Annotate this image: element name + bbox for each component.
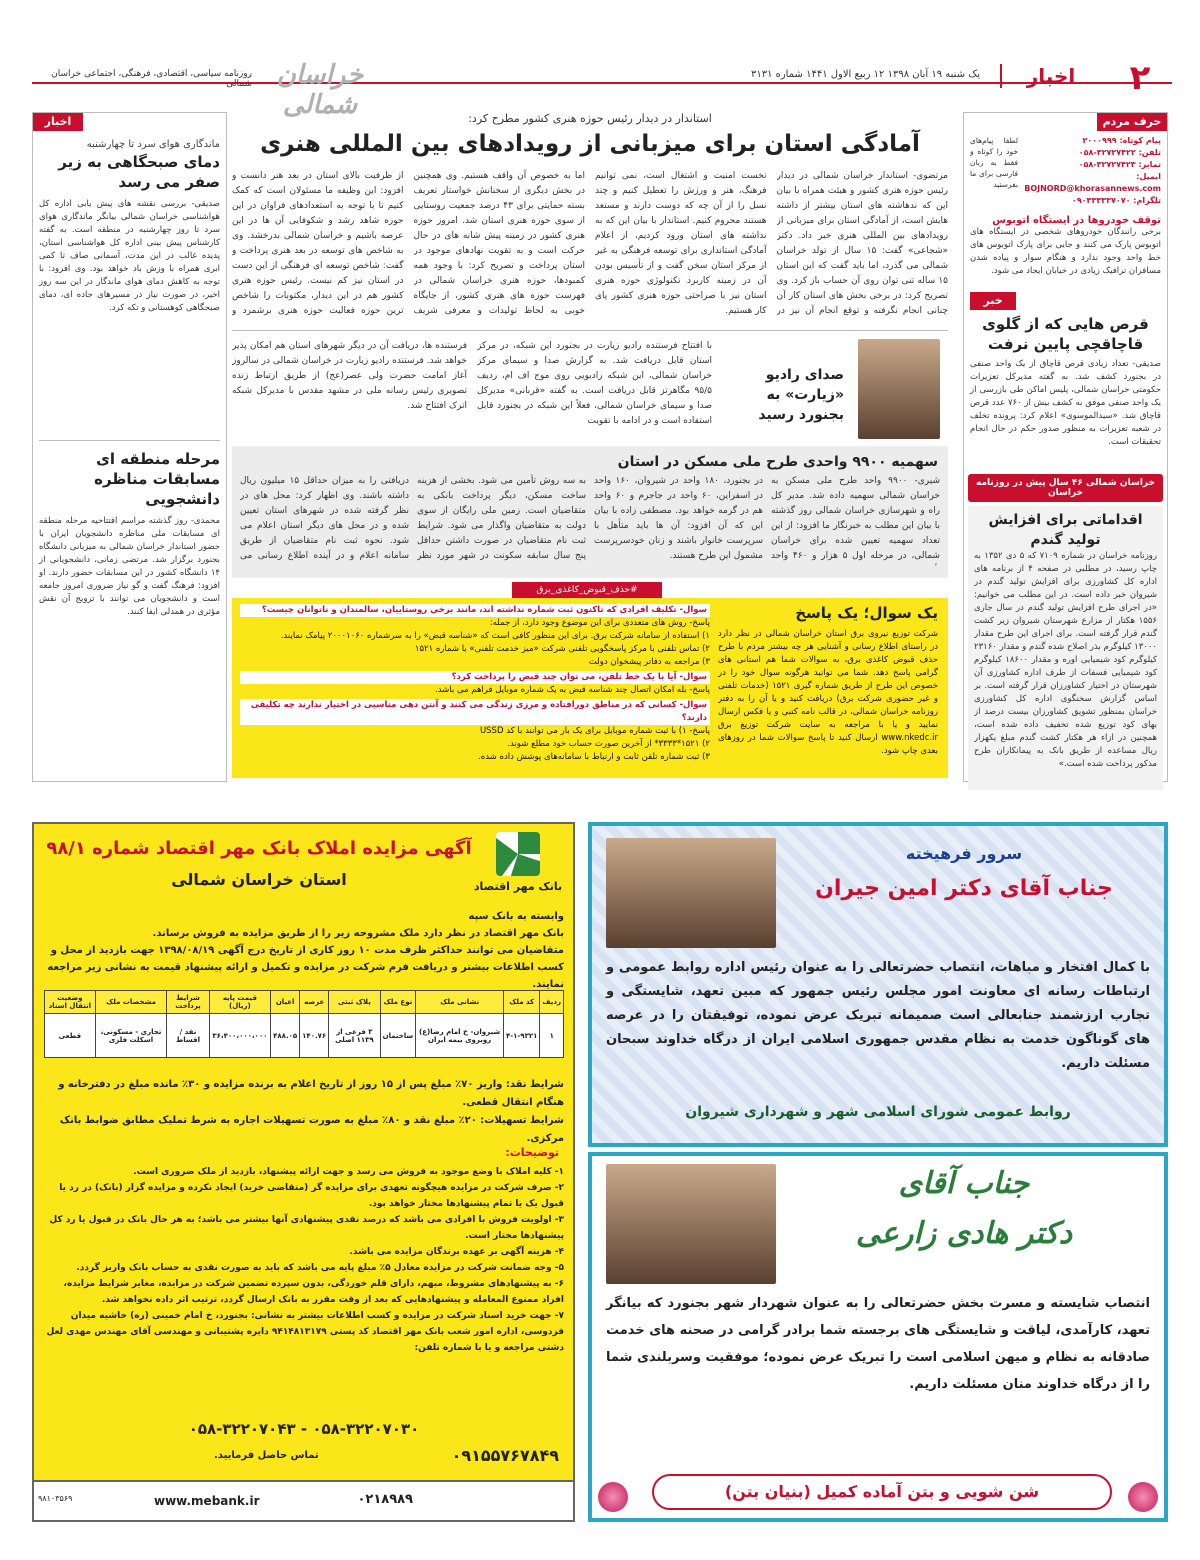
table-header-cell: نوع ملک	[380, 991, 416, 1014]
lead-col-4: از ظرفیت بالای استان در بعد هنر دانست و افزود: این وظیفه ما مسئولان است که کمک کنیم تا با توجه به استعدادهای فراوان در این حوزه شاهد رشد و شکوفایی آن ها در این عرصه باشیم و خراسان شمالی بدرخشد. وی به شاخص های توسعه در بعد هنری پرداخت و گفت: شاخص توسعه ای فرهنگی از این دست در استان نیز کم نیست. رئیس حوزه هنری کشور هم در این دیدار، مکتوبات را شاخص ترین حوزه فعالیت حوزه هنری برشمرد و	[232, 171, 404, 316]
bank-callcenter: ۰۲۱۸۹۸۹	[357, 1492, 413, 1507]
pill-title: قرص هایی که از گلوی قاچاقچی پایین نرفت	[982, 315, 1149, 353]
bank-phones: ۰۵۸-۳۲۲۰۷۰۳۰ - ۰۵۸-۳۲۲۰۷۰۴۳	[188, 1420, 420, 1438]
left-news-tag: اخبار	[33, 113, 83, 131]
cold-title: دمای صبحگاهی به زیر صفر می رسد	[58, 153, 220, 191]
lead-col-1: مرتضوی- استاندار خراسان شمالی در دیدار رئیس حوزه هنری کشور و هیئت همراه با بیان این که ندهاشته های استان بیشتر از داشته هایش است، از آمادگی استان برای میزبانی از رویدادهای بین المللی هنری خبر داد. دکتر «شجاعی» گفت: ۱۵ سال از تولد خراسان شمالی می گذرد، اما باید گفت که این استان ۱۵ ساله تنی توان روی آن حساب باز کرد. وی تصریح کرد: در برخی بخش های استان کار آن چنانی انجام نگرفته و توقع انجام آن نیز در	[776, 171, 948, 316]
table-header-cell: قیمت پایه (ریال)	[209, 991, 270, 1014]
quiz-question-2: سوال- آیا با یک خط تلفن، می توان چند قبض را پرداخت کرد؟	[240, 671, 710, 684]
greet1-line1: سرور فرهیخته	[905, 844, 1023, 863]
quiz-intro: شرکت توزیع نیروی برق استان خراسان شمالی در نظر دارد در راستای اطلاع رسانی و آشنایی هر چه بیشتر مردم با طرح حذف قبوض کاغذی برق، به سوالات شما هم استانی های گرامی پاسخ دهد. شما می توانید هرگونه سوال خود را در خصوص این طرح از طریق شماره گیری ۱۵۲۱ (خدمات تلفنی و غیر حضوری شرکت برق) دریافت کنید و یا آن را به دفتر روزنامه خراسان شمالی، در قالب نامه کتبی و یا فکس ارسال نمایید و یا با مراجعه به سایت شرکت توزیع برق www.nkedc.ir ارسال کنید تا پاسخ سوالات شما در روزهای بعدی چاپ شود.	[718, 629, 938, 756]
table-cell: ۱	[540, 1014, 564, 1058]
bank-contact-tail: تماس حاصل فرمایید.	[214, 1450, 319, 1461]
contest-title: مرحله منطقه ای مسابقات مناظره دانشجویی	[94, 450, 220, 508]
tagline: روزنامه سیاسی، اقتصادی، فرهنگی، اجتماعی خراسان شمالی	[51, 69, 252, 89]
table-cell: نقد / اقساط	[167, 1014, 209, 1058]
bank-ad-title: آگهی مزایده املاک بانک مهر اقتصاد شماره ۹۸/۱	[46, 838, 472, 859]
table-header-cell: کد ملک	[503, 991, 539, 1014]
bank-ad-terms: شرایط نقد: واریز ۷۰٪ مبلغ پس از ۱۵ روز از تاریخ اعلام به برنده مزایده و ۳۰٪ مانده مبلغ در دفترخانه و هنگام انتقال قطعی. شرایط تسهیلات: ۲۰٪ مبلغ نقد و ۸۰٪ مبلغ به صورت تسهیلات اجاره به شرط تملیک مطابق ضوابط بانک مرکزی.	[58, 1079, 564, 1144]
radio-col-2: فرستنده ها، دریافت آن در دیگر شهرهای استان هم امکان پذیر خواهد شد. فرستنده رادیو زیارت در خراسان شمالی در سالروز آغاز امامت حضرت ولی عصر(عج) از طریق ارتباط زنده تصویری رئیس رسانه ملی در مشهد مقدس با مدیرکل شبکه اترک افتتاح شد.	[232, 341, 467, 411]
bank-ad-subtitle: استان خراسان شمالی	[171, 870, 347, 889]
table-header-cell: مشخصات ملک	[95, 991, 167, 1014]
dateline: یک شنبه ۱۹ آبان ۱۳۹۸ ۱۲ ربیع الاول ۱۴۴۱ شماره ۳۱۳۱	[750, 69, 980, 80]
table-header-cell: شرایط پرداخت	[167, 991, 209, 1014]
masthead-logo: خراسان شمالی	[276, 60, 364, 120]
greet2-sign: شن شویی و بتن آماده کمیل (بنیان بتن)	[652, 1474, 1112, 1510]
quiz-question-1: سوال- تکلیف افرادی که تاکنون ثبت شماره نداشته اند، مانند برخی روستاییان، سالمندان و ناتوانان چیست؟	[240, 604, 710, 617]
quiz-title: یک سوال؛ یک پاسخ	[795, 604, 938, 622]
greet2-line1: جناب آقای	[898, 1166, 1030, 1201]
housing-col-3: به سه روش تأمین می شود. بخشی از هزینه ساخت مسکن، دیگر پرداخت بانکی به متقاضیان است. زمین ملی رایگان از سوی دولت به متقاضیان واگذار می شود. شرایط ثبت نام متقاضیان در صورت داشتن حداقل پنج سال سابقه سکونت در شهر مورد نظر	[417, 476, 586, 561]
quiz-question-3: سوال- کسانی که در مناطق دورافتاده و مرزی زندگی می کنند و آنتن دهی مناسبی در اختیار ندارند چه تکلیفی دارند؟	[240, 699, 710, 725]
quiz-answer-3: پاسخ- ۱) با ثبت شماره موبایل برای یک بار می توانند با کد USSD ۲) ۱۵۲۱*۳۳۳۳* از آخرین صورت حساب خود مطلع شوند. ۳) ثبت شماره تلفن ثابت و ارتباط با سامانه‌های پوشش داده شده.	[478, 726, 710, 762]
greet1-body: با کمال افتخار و مباهات، انتصاب حضرتعالی را به عنوان رئیس اداره روابط عمومی و ارتباطات رسانه ای معاونت امور مجلس رئیس جمهور که مبین تعهد، شایستگی و تجارب ارزشمند جنابعالی است صمیمانه تبریک عرض نموده، توفیقتان را در عرصه های گوناگون خدمت به نظام مقدس جمهوری اسلامی ایران از درگاه خداوند سبحان مسئلت داریم.	[606, 960, 1150, 1071]
table-cell: ۴۸۸.۰۵	[271, 1014, 300, 1058]
greet2-line2: دکتر هادی زارعی	[855, 1216, 1073, 1251]
lead-col-2: نخست امنیت و اشتغال است، نمی توانیم فرهنگ، هنر و ورزش را تعطیل کنیم و چند نسل را از آن چه که دوست دارند و مستعد هستند محروم کنیم. استاندار با بیان این که به نداشته های استان ورود کردیم، از اعلام آمادگی استانداری برای توسعه فرهنگی به غیر از مرکز استان سخن گفت و از تأسیس بودن آن در زمینه کاربرد تکنولوژی حوزه هنری استان نیز با صراحتی حوزه هنری کشور پای کار هستیم.	[595, 171, 767, 316]
pill-body: صدیقی- تعداد زیادی قرص قاچاق از یک واحد صنفی در بجنورد کشف شد. به گفته مدیرکل تعزیرات حکومتی خراسان شمالی، پلیس اماکن طی بازرسی از یک واحد صنفی موفق به کشف بیش از ۷۶۰ عدد قرص قاچاق شد. «سیدالموسوی» اعلام کرد: پرونده تخلف در شعبه تعزیرات به منظور صدور حکم در حال انجام تحقیقات است.	[970, 359, 1161, 447]
bank-ad-intro: وابسته به بانک سپه بانک مهر اقتصاد در نظر دارد ملک مشروحه زیر را از طریق مزایده به فروش برساند. متقاضیان می توانند حداکثر ظرف مدت ۱۰ روز کاری از تاریخ درج آگهی ۱۳۹۸/۰۸/۱۹ جهت بازدید از محل و کسب اطلاعات بیشتر و دریافت فرم شرکت در مزایده و تکمیل و ارائه پیشنهاد قیمت به نشانی زیر مراجعه نمایند.	[47, 911, 564, 990]
right-column	[963, 112, 1168, 782]
zarei-photo	[606, 1164, 776, 1284]
radio-title: صدای رادیو «زیارت» به بجنورد رسید	[758, 367, 844, 423]
news-tag: خبر	[970, 292, 1016, 310]
contact-info: پیام کوتاه: ۲۰۰۰۹۹۹ تلفن: ۳۲۷۲۷۴۲۲-۰۵۸ تمابر: ۳۲۷۲۷۴۲۳-۰۵۸ ایمیل: BOJNORD@khorasannews.com تلگرام: ۰۹۰۳۳۳۳۳۷۰۷۰	[1024, 136, 1161, 205]
table-cell: قطعی	[45, 1014, 96, 1058]
bus-title: توقف خودروها در ایستگاه اتوبوس	[992, 215, 1161, 226]
bank-ad-code: ۹۸۱۰۳۵۶۹	[38, 1494, 73, 1503]
radio-col-1: با افتتاح فرستنده رادیو زیارت در بجنورد این شبکه، در مرکز استان قابل دریافت شد. به گزارش صدا و سیمای مرکز خراسان شمالی، این شبکه رادیویی روی موج اف ام، ردیف ۹۵/۵ مگاهرتز قابل دریافت است. به گفته «قربانی» مدیرکل صدا و سیمای خراسان شمالی، فعلاً این شبکه در بجنورد قابل استفاده است و در ادامه با تقویت	[477, 341, 712, 426]
flower-icon	[1128, 1482, 1158, 1512]
people-tag: حرف مردم	[1097, 113, 1167, 131]
bank-logo-icon	[496, 832, 540, 876]
table-cell: شیروان- خ امام رضا(ع) روبروی بیمه ایران	[416, 1014, 504, 1058]
table-header-cell: عرصه	[300, 991, 329, 1014]
radio-photo	[858, 339, 940, 439]
cold-kicker: ماندگاری هوای سرد تا چهارشنبه	[86, 139, 220, 150]
auction-table	[44, 990, 564, 1058]
table-cell: ۴-۱-۹۳۲۱	[503, 1014, 539, 1058]
table-header-cell: اعیان	[271, 991, 300, 1014]
bus-body: برخی رانندگان خودروهای شخصی در ایستگاه های اتوبوس پارک می کنند و جایی برای پارک اتوبوس های خط واحد وجود ندارد و هنگام سوار و پیاده شدن مسافران ترافیک زیادی در خیابان ایجاد می شود.	[970, 227, 1161, 276]
bank-website: www.mebank.ir	[154, 1494, 260, 1508]
housing-col-4: دریافتی را به میزان حداقل ۱۵ میلیون ریال داشته باشند. وی اظهار کرد: محل های در نظر گرفته شده در شهرهای استان تعیین شده و در محل های دیگر استان اعلام می شود. نحوه ثبت نام متقاضیان از طریق سامانه اعلام و در آینده اطلاع رسانی می	[240, 476, 409, 561]
table-cell: ۱۴۰.۷۶	[300, 1014, 329, 1058]
lead-col-3: اما به خصوص آن واقف هستیم. وی همچنین در بخش دیگری از سخنانش خواستار تعریف بسته حمایتی برای ۴۳ درصد جمعیت روستایی از سوی حوزه هنری استان شد. امروز حوزه هنری کشور در زمینه پیش شانه های در حال حرکت است و به تقویت نهادهای موجود در استان پرداخت و تصریح کرد: با وجود همه کمبودها، حوزه هنری خراسان شمالی در فهرست حوزه های هنری کشور، از جایگاه خوبی به لحاظ تولیدات و معرفی شریف	[413, 171, 585, 316]
housing-title: سهمیه ۹۹۰۰ واحدی طرح ملی مسکن در استان	[617, 454, 938, 470]
lead-story	[232, 112, 948, 319]
table-header-cell: پلاک ثبتی	[329, 991, 380, 1014]
flower-icon	[598, 1482, 628, 1512]
table-header-cell: ردیف	[540, 991, 564, 1014]
lead-kicker: استاندار در دیدار رئیس حوزه هنری کشور مطرح کرد:	[468, 112, 712, 125]
page-number: ۲	[1129, 58, 1151, 98]
wheat-body: روزنامه خراسان در شماره ۷۱۰۹ که ۵ دی ۱۳۵۲ به چاپ رسید، در مطلبی در صفحه ۴ از برنامه های اداره کل کشاورزی برای افزایش تولید گندم در شیروان خبر داده است. در این مطلب می خوانیم: «در اجرای طرح افزایش تولید گندم در سال جاری ۱۵۵۶ هکتار از مزارع شهرستان شیروان زیر کشت گندم قرار گرفته است. برای اجرای این طرح مقدار ۱۳۰۰۰ کیلوگرم بذر اصلاح شده گندم و مقدار ۲۳۱۶۰ کیلوگرم کود شیمیایی اوره و مقدار ۱۸۶۰۰ کیلوگرم کود شیمیایی فسفات از طرف اداره کشاورزی آن شهرستان در اختیار کشاورزان قرار گرفته است. بر اساس گزارش سخنگوی اداره کل کشاورزی خراسان بمنظور تشویق کشاورزان بیست درصد از بهای کود توزیع شده تخفیف داده شده است، همچنین در ازاء هر هکتار کشت گندم مبلغ یکهزار ریال مساعده از طریق بانک به پیمانکاران طرح مذکور پرداخت شده است.»	[974, 551, 1157, 769]
contest-body: محمدی- روز گذشته مراسم افتتاحیه مرحله منطقه ای مسابقات ملی مناظره دانشجویان ایران با حضور استاندار خراسان شمالی به میزبانی دانشگاه بجنورد برگزار شد. مرتضی زمانی، دانشجویانی از ۱۴ دانشگاه کشور در این مسابقات حضور دارند. او افزود: فرهنگ گفت و گو نیاز ضروری امروز جامعه است و دانشجویان می توانند با ترویج آن نقش مؤثری در همدلی ایفا کنند.	[39, 516, 220, 617]
quiz-answer-2: پاسخ- بله امکان اتصال چند شناسه قبض به یک شماره موبایل فراهم می باشد.	[435, 685, 710, 695]
lead-title: آمادگی استان برای میزبانی از رویدادهای بین المللی هنری	[260, 131, 920, 157]
housing-col-2: در بجنورد، ۱۸۰ واحد در شیروان، ۱۶۰ واحد در اسفراین، ۶۰ واحد در جاجرم و ۶۰ واحد هم در گرمه خواهد بود. مصطفی زاده با بیان این که آن افزود: آن ها باید متأهل با سرپرست خانوار باشند و زنان خودسرپرست مشمول این طرح هستند.	[594, 476, 763, 561]
notes-title: توضیحات:	[505, 1146, 559, 1159]
radio-story	[232, 330, 948, 440]
table-cell: ۳۶،۴۰۰،۰۰۰،۰۰۰	[209, 1014, 270, 1058]
bank-name: بانک مهر اقتصاد	[473, 880, 563, 893]
housing-col-1: شیری- ۹۹۰۰ واحد طرح ملی مسکن به خراسان شمالی سهمیه داده شد. مدیر کل راه و شهرسازی خراسان شمالی روز گذشته با بیان این مطلب به خبرنگار ما افزود: از این تعداد سهمیه تعیین شده برای خراسان شمالی، در مرحله اول ۵ هزار و ۴۶۰ واحد	[771, 476, 940, 561]
table-header-cell: نشانی ملک	[416, 991, 504, 1014]
greet1-line2: جناب آقای دکتر امین جیران	[815, 876, 1113, 901]
table-cell: ساختمان	[380, 1014, 416, 1058]
table-cell: ۳ فرعی از ۱۱۳۹ اصلی	[329, 1014, 380, 1058]
section-title: اخبار	[1000, 64, 1100, 88]
bank-ad	[32, 822, 575, 1522]
table-cell: تجاری - مسکونی، اسکلت فلزی	[95, 1014, 167, 1058]
cold-body: صدیقی- بررسی نقشه های پیش یابی اداره کل هواشناسی خراسان شمالی بیانگر ماندگاری هوای سرد تا روز چهارشنبه در منطقه است. به گفته کارشناس پیش بینی اداره کل هواشناسی استان، پدیده غالب در این مدت، آسمانی صاف تا کمی ابری همراه با وزش باد خواهد بود. وی افزود: با توجه به کاهش دمای هوای ماندگار در این سه روز اخیر، در صورت نیاز در مسیرهای جاده ای، دمای صبحگاهی کوهستانی و تکه کرد.	[39, 199, 220, 313]
quiz-hashtag: #حذف_قبوض_کاغذی_برق	[512, 582, 662, 598]
bank-mobile: ۰۹۱۵۵۷۶۷۸۴۹	[451, 1446, 559, 1465]
left-column	[32, 112, 227, 782]
table-header-cell: وضعیت انتقال اسناد	[45, 991, 96, 1014]
greet1-sign: روابط عمومی شورای اسلامی شهر و شهرداری شیروان	[685, 1104, 1071, 1120]
greeting-ad-jiran	[588, 822, 1168, 1147]
quiz-answer-1: پاسخ- روش های متعددی برای این موضوع وجود دارد، از جمله: ۱) استفاده از سامانه شرکت برق. برای این منظور کافی است که «شناسه قبض» را به سرشماره ۲۰۰۰۱۰۶۰ پیامک نمایند. ۲) تماس تلفنی با مرکز پاسخگویی تلفنی شرکت «میز خدمت تلفنی» با شماره ۱۵۲۱ ۳) مراجعه به دفاتر پیشخوان دولت	[280, 618, 710, 667]
wheat-title: اقداماتی برای افزایش تولید گندم	[988, 512, 1143, 548]
bank-ad-notes: ۱- کلیه املاک با وضع موجود به فروش می رسد و جهت ارائه پیشنهاد، بازدید از ملک ضروری است. ۲- صرف شرکت در مزایده هیچگونه تعهدی برای مزایده گر (متقاضی خرید) ایجاد نکرده و مزایده گزار (بانک) در رد یا قبول یک یا تمام پیشنهادها مختار خواهد بود. ۳- اولویت فروش با افرادی می باشد که درصد نقدی پیشنهادی آنها بیشتر می باشد؛ به هر حال بانک در قبول یا رد کل پیشنهادها مختار است. ۴- هزینه آگهی بر عهده برندگان مزایده می باشد. ۵- وجه ضمانت شرکت در مزایده معادل ۵٪ مبلغ پایه می باشد که باید به صورت نقدی به حساب بانک واریز گردد. ۶- به پیشنهادهای مشروط، مبهم، دارای قلم خوردگی، بدون سپرده تضمین شرکت در مزایده، مغایر شرایط مزایده، افراد ممنوع المعامله و پیشنهادهایی که بعد از وقت مقرر به بانک ارسال گردد، ترتیب اثر داده نخواهد شد. ۷- جهت خرید اسناد شرکت در مزایده و کسب اطلاعات بیشتر به نشانی: بجنورد، خ امام خمینی (ره) حاشیه میدان فردوسی، اداره امور شعب بانک مهر اقتصاد کد پستی ۹۴۱۴۸۱۳۱۷۹ دایره پشتیبانی و مهندسی آقای مهندس مهدی لعل دشتی مراجعه و یا با شماره تلفن:	[46, 1167, 564, 1353]
archive-tag: خراسان شمالی ۴۶ سال پیش در روزنامه خراسان	[968, 474, 1163, 502]
greet2-body: انتصاب شایسته و مسرت بخش حضرتعالی را به عنوان شهردار شهر بجنورد که بیانگر تعهد، کارآمدی، لیاقت و شایستگی های برجسته شما برادر گرامی در صحنه های خدمت صادقانه به نظام و میهن اسلامی است را تبریک عرض نموده؛ موفقیت وسربلندی شما را از درگاه خداوند منان مسئلت داریم.	[606, 1296, 1150, 1392]
jiran-photo	[606, 838, 776, 948]
housing-story	[232, 446, 948, 578]
greeting-ad-zarei	[588, 1152, 1168, 1522]
quiz-box	[232, 598, 948, 778]
contact-note: لطفا پیام‌های خود را کوتاه و فقط به زبان فارسی برای ما بفرستید	[970, 136, 1018, 189]
table-row	[45, 1014, 564, 1058]
